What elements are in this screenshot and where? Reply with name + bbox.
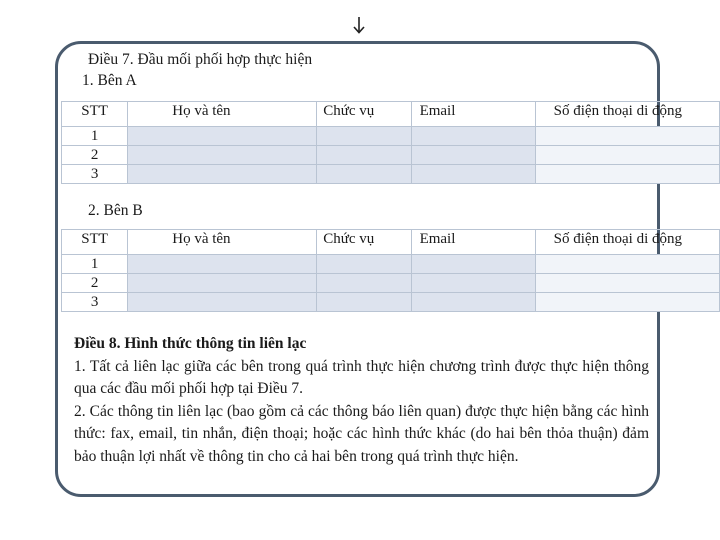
- row-number: 3: [62, 165, 128, 184]
- table-row: [62, 146, 720, 165]
- cell-email[interactable]: [411, 165, 535, 184]
- header-phone: Số điện thoại di động: [535, 102, 719, 127]
- header-role: Chức vụ: [317, 230, 411, 255]
- cell-phone[interactable]: [535, 127, 719, 146]
- article-8-paragraph-2: 2. Các thông tin liên lạc (bao gồm cả các thông báo liên quan) được thực hiện bằng các hình thức: fax, email, tin nhắn, điện thoại; hoặc các hình thức khác (do hai bên thỏa thuận) đảm bảo thuận lợi nhất về thông tin cho cả hai bên trong quá trình thực hiện.: [74, 402, 649, 465]
- cell-role[interactable]: [317, 127, 411, 146]
- cell-name[interactable]: [128, 274, 317, 293]
- table-row: [62, 274, 720, 293]
- article-8-section: [74, 333, 649, 468]
- header-stt: STT: [62, 102, 128, 127]
- row-number: 1: [62, 255, 128, 274]
- header-email: Email: [411, 230, 535, 255]
- cell-phone[interactable]: [535, 146, 719, 165]
- table-row: [62, 293, 720, 312]
- row-number: 1: [62, 127, 128, 146]
- cell-phone[interactable]: [535, 255, 719, 274]
- cell-email[interactable]: [411, 127, 535, 146]
- cell-name[interactable]: [128, 127, 317, 146]
- row-number: 2: [62, 146, 128, 165]
- cell-name[interactable]: [128, 165, 317, 184]
- party-b-table: [61, 229, 720, 312]
- cell-role[interactable]: [317, 255, 411, 274]
- row-number: 2: [62, 274, 128, 293]
- cell-phone[interactable]: [535, 293, 719, 312]
- table-row: [62, 127, 720, 146]
- article-8-title: Điều 8. Hình thức thông tin liên lạc: [74, 335, 307, 352]
- article-8-paragraph-1: 1. Tất cả liên lạc giữa các bên trong quá trình thực hiện chương trình được thực hiện thông qua các đầu mối phối hợp tại Điều 7.: [74, 357, 649, 397]
- cell-email[interactable]: [411, 146, 535, 165]
- row-number: 3: [62, 293, 128, 312]
- header-email: Email: [411, 102, 535, 127]
- cell-email[interactable]: [411, 255, 535, 274]
- cell-role[interactable]: [317, 165, 411, 184]
- cell-name[interactable]: [128, 255, 317, 274]
- article-7-title: Điều 7. Đầu mối phối hợp thực hiện: [88, 51, 313, 68]
- header-name: Họ và tên: [128, 230, 317, 255]
- table-row: [62, 255, 720, 274]
- party-a-label: 1. Bên A: [82, 72, 137, 89]
- cell-role[interactable]: [317, 146, 411, 165]
- header-stt: STT: [62, 230, 128, 255]
- party-b-label: 2. Bên B: [88, 202, 143, 219]
- table-header-row: [62, 230, 720, 255]
- cell-email[interactable]: [411, 274, 535, 293]
- cell-phone[interactable]: [535, 274, 719, 293]
- cell-phone[interactable]: [535, 165, 719, 184]
- cell-role[interactable]: [317, 274, 411, 293]
- header-role: Chức vụ: [317, 102, 411, 127]
- cell-email[interactable]: [411, 293, 535, 312]
- party-a-table: [61, 101, 720, 184]
- down-arrow-icon: [352, 16, 366, 34]
- header-phone: Số điện thoại di động: [535, 230, 719, 255]
- cell-role[interactable]: [317, 293, 411, 312]
- cell-name[interactable]: [128, 293, 317, 312]
- table-header-row: [62, 102, 720, 127]
- cell-name[interactable]: [128, 146, 317, 165]
- header-name: Họ và tên: [128, 102, 317, 127]
- table-row: [62, 165, 720, 184]
